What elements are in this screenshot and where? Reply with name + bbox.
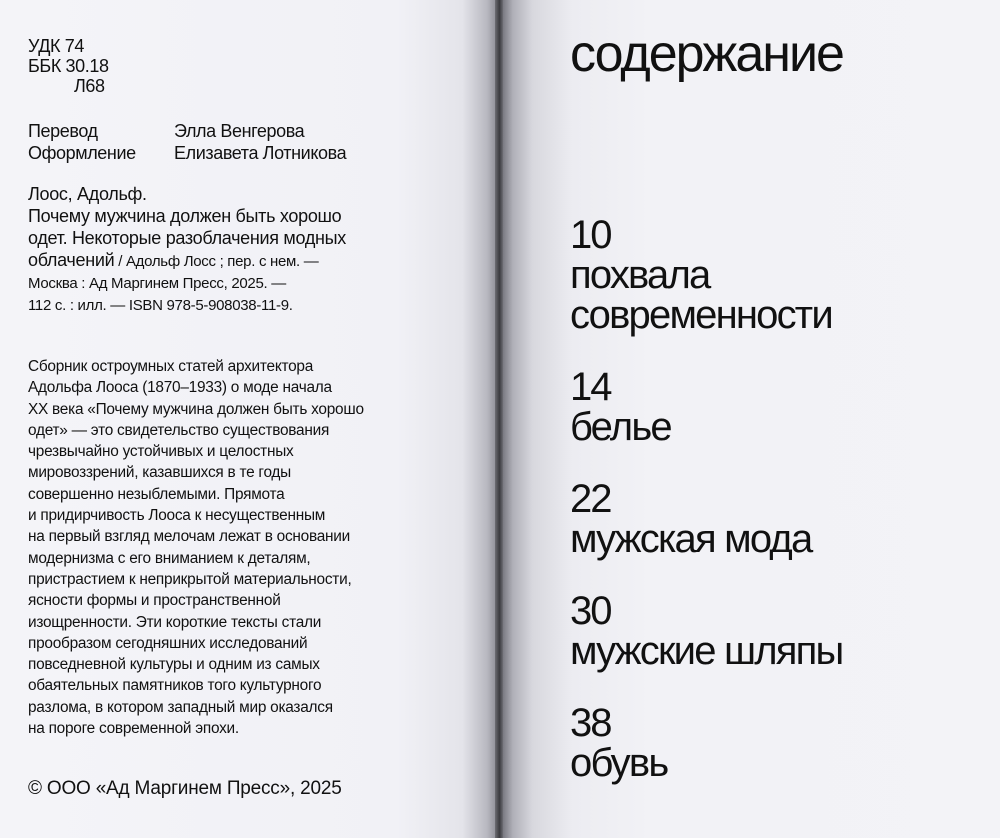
- credit-role: Оформление: [28, 143, 136, 163]
- credit-name: Елизавета Лотникова: [174, 143, 347, 163]
- left-page: [0, 0, 497, 838]
- biblio-line: Почему мужчина должен быть хорошо: [28, 206, 342, 226]
- toc-chapter-title: современности: [570, 293, 832, 337]
- toc-page-number: 22: [570, 477, 611, 521]
- toc-entry: [570, 215, 842, 335]
- toc-page-number: 10: [570, 213, 611, 257]
- credit-role: Перевод: [28, 121, 98, 141]
- toc-chapter-title: похвала: [570, 253, 710, 297]
- annotation-line: изощренности. Эти короткие тексты стали: [28, 613, 322, 631]
- toc-entry: [570, 479, 842, 559]
- toc-chapter-title: мужская мода: [570, 517, 812, 561]
- credit-row: [28, 142, 346, 164]
- toc-page-number: 14: [570, 365, 611, 409]
- right-page: [503, 0, 1000, 838]
- annotation-line: Сборник остроумных статей архитектора: [28, 358, 314, 375]
- annotation-line: модернизма с его вниманием к деталям,: [28, 549, 311, 567]
- toc-chapter-title: мужские шляпы: [570, 629, 843, 673]
- annotation-line: на пороге современной эпохи.: [28, 720, 239, 738]
- credits-block: [28, 120, 346, 164]
- annotation-text: [28, 356, 438, 739]
- toc-entry: [570, 591, 842, 671]
- annotation-line: повседневной культуры и одним из самых: [28, 656, 320, 674]
- bibliographic-record: [28, 183, 428, 317]
- annotation-line: ясности формы и пространственной: [28, 592, 281, 610]
- toc-page-number: 30: [570, 589, 611, 633]
- biblio-line: [28, 249, 428, 273]
- annotation-line: обаятельных памятников того культурного: [28, 677, 322, 695]
- biblio-responsibility: / Адольф Лосс ; пер. с нем. —: [114, 253, 319, 270]
- copyright-notice: © ООО «Ад Маргинем Пресс», 2025: [28, 778, 342, 799]
- biblio-line: Москва : Ад Маргинем Пресс, 2025. —: [28, 275, 286, 292]
- table-of-contents: [570, 215, 842, 815]
- toc-page-number: 38: [570, 701, 611, 745]
- annotation-line: XX века «Почему мужчина должен быть хорошо: [28, 400, 364, 418]
- biblio-title-end: облачений: [28, 250, 115, 270]
- contents-title: содержание: [570, 25, 843, 83]
- annotation-line: мировоззрений, казавшихся в те годы: [28, 464, 291, 482]
- biblio-line: 112 с. : илл. — ISBN 978-5-908038-11-9.: [28, 297, 293, 314]
- bbk-code: ББК 30.18: [28, 56, 109, 76]
- toc-entry: [570, 367, 842, 447]
- toc-chapter-title: обувь: [570, 741, 668, 785]
- annotation-line: и придирчивость Лооса к несущественным: [28, 507, 326, 525]
- credit-row: [28, 120, 346, 142]
- annotation-line: чрезвычайно устойчивых и целостных: [28, 443, 294, 461]
- biblio-line: одет. Некоторые разоблачения модных: [28, 228, 347, 248]
- author-mark: Л68: [74, 76, 105, 96]
- annotation-line: прообразом сегодняшних исследований: [28, 634, 308, 652]
- credit-name: Элла Венгерова: [174, 121, 305, 141]
- annotation-line: одет» — это свидетельство существования: [28, 421, 330, 439]
- annotation-line: совершенно незыблемыми. Прямота: [28, 485, 285, 503]
- annotation-line: Адольфа Лооса (1870–1933) о моде начала: [28, 379, 332, 397]
- annotation-line: пристрастием к неприкрытой материальности,: [28, 570, 352, 588]
- toc-entry: [570, 703, 842, 783]
- udk-code: УДК 74: [28, 36, 84, 56]
- classification-block: [28, 36, 109, 96]
- toc-chapter-title: белье: [570, 405, 671, 449]
- annotation-line: на первый взгляд мелочам лежат в основании: [28, 528, 350, 546]
- biblio-line: Лоос, Адольф.: [28, 184, 147, 204]
- annotation-line: разлома, в котором западный мир оказался: [28, 698, 333, 716]
